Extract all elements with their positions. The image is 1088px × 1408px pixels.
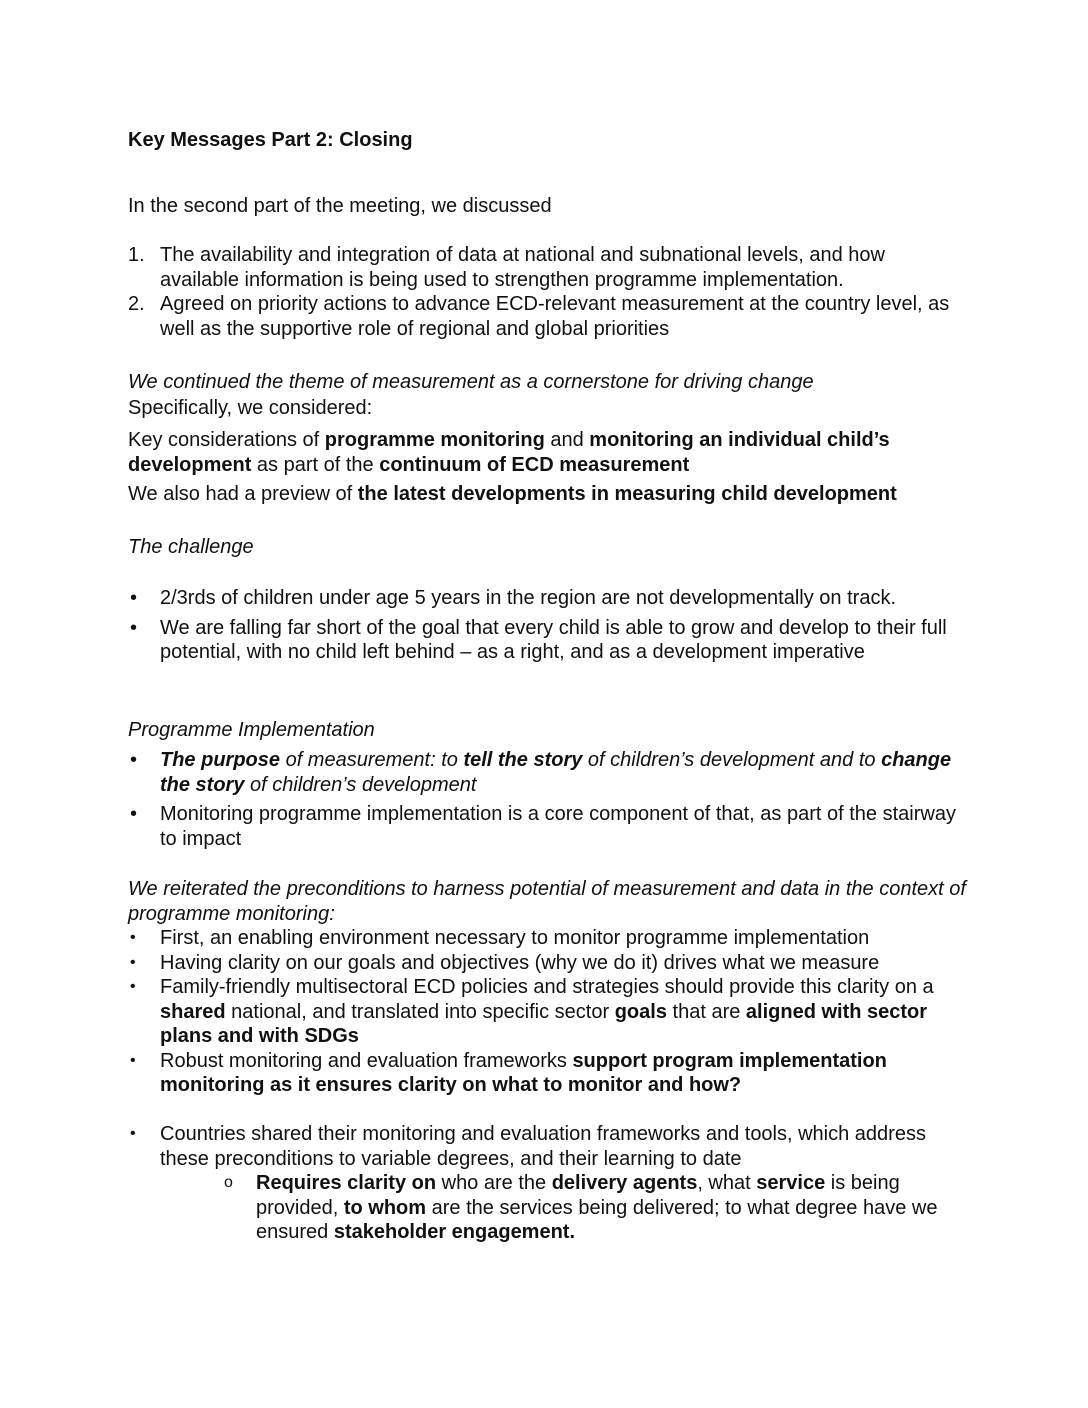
bullet-item xyxy=(128,748,968,797)
bullet-item xyxy=(128,586,968,611)
text-run-bold: delivery agents xyxy=(551,1172,698,1194)
text-run-bold: monitoring an individual child’s development xyxy=(128,429,890,476)
text-run: who are the xyxy=(436,1172,552,1194)
list-number: 1. xyxy=(128,244,145,266)
text-run: Family-friendly multisectoral ECD policies and strategies should provide this clarity on a xyxy=(160,976,934,998)
key-considerations-text xyxy=(128,428,968,477)
text-run-bold: shared xyxy=(160,1000,226,1023)
bullet-item xyxy=(128,616,968,665)
text-run: , what xyxy=(697,1172,757,1194)
text-run-bold: stakeholder engagement. xyxy=(333,1221,576,1243)
bullet-item xyxy=(128,802,968,851)
text-run-bold: The purpose xyxy=(160,749,281,771)
bullet-item xyxy=(128,975,978,1049)
challenge-heading: The challenge xyxy=(128,536,254,558)
challenge-list xyxy=(128,586,968,665)
preconditions-list xyxy=(128,926,978,1098)
preview-text xyxy=(128,482,988,507)
bullet-icon: • xyxy=(130,803,138,825)
text-run: Key considerations of xyxy=(128,429,325,451)
bullet-icon: • xyxy=(130,587,138,609)
bullet-icon: • xyxy=(130,929,136,946)
circle-bullet-icon: o xyxy=(224,1174,233,1191)
bullet-item xyxy=(128,951,978,976)
document-title: Key Messages Part 2: Closing xyxy=(128,129,413,151)
list-item-text: Agreed on priority actions to advance ECD-relevant measurement at the country level, as well as the supportive role of regional and global priorities xyxy=(160,293,950,340)
list-number: 2. xyxy=(128,293,145,315)
text-run: of children’s development xyxy=(244,773,477,796)
text-run-bold: tell the story xyxy=(463,749,583,771)
text-run-bold: Requires clarity on xyxy=(256,1172,437,1194)
text-run: of measurement: to xyxy=(280,749,464,771)
bullet-item-text: We are falling far short of the goal that every child is able to grow and develop to their full potential, with no child left behind – as a right, and as a development imperative xyxy=(160,616,947,663)
bullet-item-text: Monitoring programme implementation is a core component of that, as part of the stairway to impact xyxy=(160,803,956,850)
bullet-icon: • xyxy=(130,1051,136,1069)
text-run-bold: support program implementation monitoring as it ensures clarity on what to monitor and how? xyxy=(160,1049,887,1096)
numbered-list xyxy=(128,243,968,341)
list-item-text: The availability and integration of data at national and subnational levels, and how available information is being used to strengthen programme implementation. xyxy=(160,244,885,291)
bullet-item-text: First, an enabling environment necessary to monitor programme implementation xyxy=(160,927,870,949)
sub-bullet-item xyxy=(128,1171,978,1245)
text-run: Robust monitoring and evaluation frameworks xyxy=(160,1049,573,1072)
bullet-item xyxy=(128,926,978,951)
specifically-text: Specifically, we considered: xyxy=(128,397,373,419)
text-run: We also had a preview of xyxy=(128,483,358,505)
text-run-bold: aligned with sector plans and with SDGs xyxy=(160,1000,928,1047)
text-run-bold: to whom xyxy=(343,1196,427,1219)
bullet-item-text: 2/3rds of children under age 5 years in the region are not developmentally on track. xyxy=(160,587,896,609)
bullet-item-text: Countries shared their monitoring and evaluation frameworks and tools, which address these preconditions to variable degrees, and their learning to date xyxy=(160,1123,926,1170)
preconditions-heading: We reiterated the preconditions to harness potential of measurement and data in the context of programme monitoring: xyxy=(128,878,966,925)
bullet-item-text: Having clarity on our goals and objectives (why we do it) drives what we measure xyxy=(160,951,880,974)
text-run: national, and translated into specific sector xyxy=(225,1000,615,1023)
intro-text: In the second part of the meeting, we discussed xyxy=(128,195,552,217)
text-run: that are xyxy=(666,1000,746,1023)
theme-statement: We continued the theme of measurement as a cornerstone for driving change xyxy=(128,371,814,393)
implementation-list xyxy=(128,748,968,851)
text-run-bold: programme monitoring xyxy=(324,429,545,451)
text-run-bold: change the story xyxy=(160,749,952,796)
text-run: are the services being delivered; to what degree have we ensured xyxy=(256,1196,938,1243)
bullet-icon: • xyxy=(130,978,136,995)
text-run: and xyxy=(544,429,590,451)
text-run: is being provided, xyxy=(256,1172,900,1219)
text-run-bold: continuum of ECD measurement xyxy=(379,453,690,476)
text-run-bold: goals xyxy=(614,1000,667,1023)
implementation-heading: Programme Implementation xyxy=(128,719,375,741)
bullet-item xyxy=(128,1049,978,1098)
numbered-item xyxy=(128,292,968,341)
countries-list xyxy=(128,1122,978,1245)
bullet-icon: • xyxy=(130,1125,136,1142)
text-run-bold: the latest developments in measuring child development xyxy=(357,483,897,505)
bullet-item xyxy=(128,1122,978,1171)
numbered-item xyxy=(128,243,968,292)
bullet-icon: • xyxy=(130,749,138,771)
bullet-icon: • xyxy=(130,953,136,971)
bullet-icon: • xyxy=(130,616,138,639)
text-run-bold: service xyxy=(756,1172,826,1194)
text-run: of children’s development and to xyxy=(582,749,882,771)
text-run: as part of the xyxy=(251,453,380,476)
